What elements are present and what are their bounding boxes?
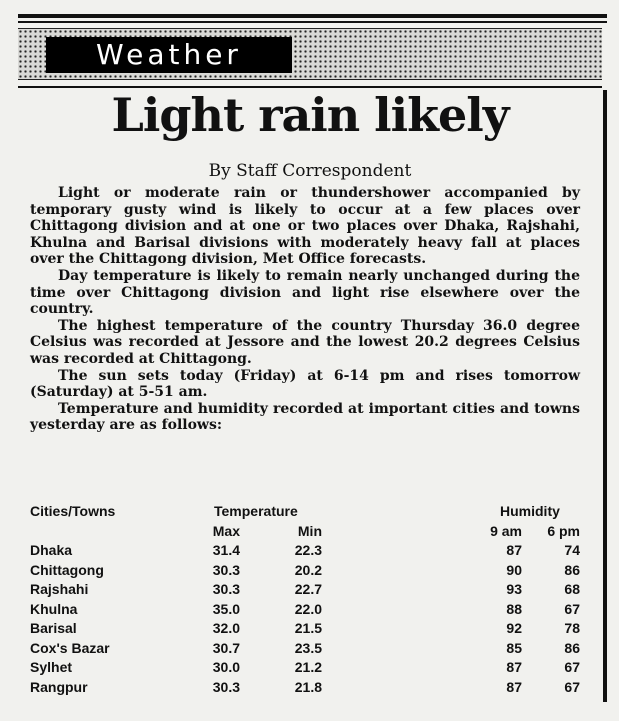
humidity-9am-cell: 90 [506,561,522,578]
max-temp-cell: 30.0 [212,659,240,675]
paragraph: The sun sets today (Friday) at 6-14 pm and rises tomorrow (Saturday) at 5-51 am. [30,367,580,401]
min-temp-cell: 20.2 [294,561,322,578]
section-label: Weather [96,38,242,71]
max-temp-cell: 30.3 [212,678,240,695]
city-cell: Chittagong [30,561,104,578]
table-row [30,640,582,660]
humidity-9am-cell: 85 [506,639,522,656]
table-header-row [30,503,582,523]
subheader-max: Max [212,522,240,539]
header-humidity: Humidity [500,503,560,519]
city-cell: Barisal [30,620,77,636]
paragraph: Temperature and humidity recorded at important cities and towns yesterday are as follows: [30,400,580,434]
header-temperature: Temperature [214,503,298,519]
humidity-6pm-cell: 86 [564,639,580,656]
humidity-9am-cell: 87 [506,659,522,675]
humidity-9am-cell: 87 [506,542,522,558]
min-temp-cell: 21.8 [294,678,322,695]
top-rule-thick [18,14,607,18]
city-cell: Cox's Bazar [30,639,110,656]
section-header-band [18,28,602,80]
humidity-9am-cell: 92 [506,620,522,636]
city-cell: Rajshahi [30,581,89,597]
table-row [30,601,582,621]
humidity-6pm-cell: 67 [564,600,580,617]
city-cell: Sylhet [30,659,73,675]
min-temp-cell: 22.3 [294,542,322,558]
min-temp-cell: 23.5 [294,639,322,656]
max-temp-cell: 32.0 [212,620,240,636]
city-cell: Dhaka [30,542,73,558]
table-row [30,562,582,582]
min-temp-cell: 22.0 [294,600,322,617]
table-body [30,542,582,698]
min-temp-cell: 21.2 [294,659,322,675]
table-subheader-row [30,523,582,543]
article-body [30,185,580,434]
city-cell: Khulna [30,600,78,617]
humidity-9am-cell: 88 [506,600,522,617]
humidity-9am-cell: 93 [506,581,522,597]
humidity-6pm-cell: 86 [564,561,580,578]
max-temp-cell: 30.7 [212,639,240,656]
headline: Light rain likely [111,88,509,142]
paragraph: Day temperature is likely to remain nearly unchanged during the time over Chittagong division and light rise elsewhere over the country. [30,267,580,318]
byline: By Staff Correspondent [208,161,412,181]
max-temp-cell: 35.0 [212,600,240,617]
subheader-9am: 9 am [490,522,522,539]
header-cities: Cities/Towns [30,503,116,519]
humidity-6pm-cell: 74 [564,542,580,558]
section-label-box [46,37,292,73]
humidity-6pm-cell: 78 [564,620,580,636]
city-cell: Rangpur [30,678,88,695]
table-row [30,679,582,699]
table-row [30,620,582,640]
top-rule-thin [18,21,607,23]
max-temp-cell: 31.4 [212,542,240,558]
subheader-min: Min [297,522,322,539]
max-temp-cell: 30.3 [212,581,240,597]
weather-table [30,503,582,698]
table-row [30,581,582,601]
table-row [30,542,582,562]
humidity-9am-cell: 87 [506,678,522,695]
min-temp-cell: 21.5 [294,620,322,636]
max-temp-cell: 30.3 [212,561,240,578]
paragraph: The highest temperature of the country Thursday 36.0 degree Celsius was recorded at Jessore and the lowest 20.2 degrees Celsius was recorded at Chittagong. [30,317,580,367]
table-row [30,659,582,679]
right-column-rule [603,90,607,702]
humidity-6pm-cell: 67 [564,678,580,695]
paragraph: Light or moderate rain or thundershower accompanied by temporary gusty wind is likely to occur at a few places over Chittagong division and at one or two places over Dhaka, Rajshahi, Khulna and Barisal divisions with moderately heavy fall at places over the Chittagong division, Met Office forecasts. [30,185,580,268]
min-temp-cell: 22.7 [294,581,322,597]
subheader-6pm: 6 pm [547,522,580,539]
humidity-6pm-cell: 68 [564,581,580,597]
humidity-6pm-cell: 67 [564,659,580,675]
